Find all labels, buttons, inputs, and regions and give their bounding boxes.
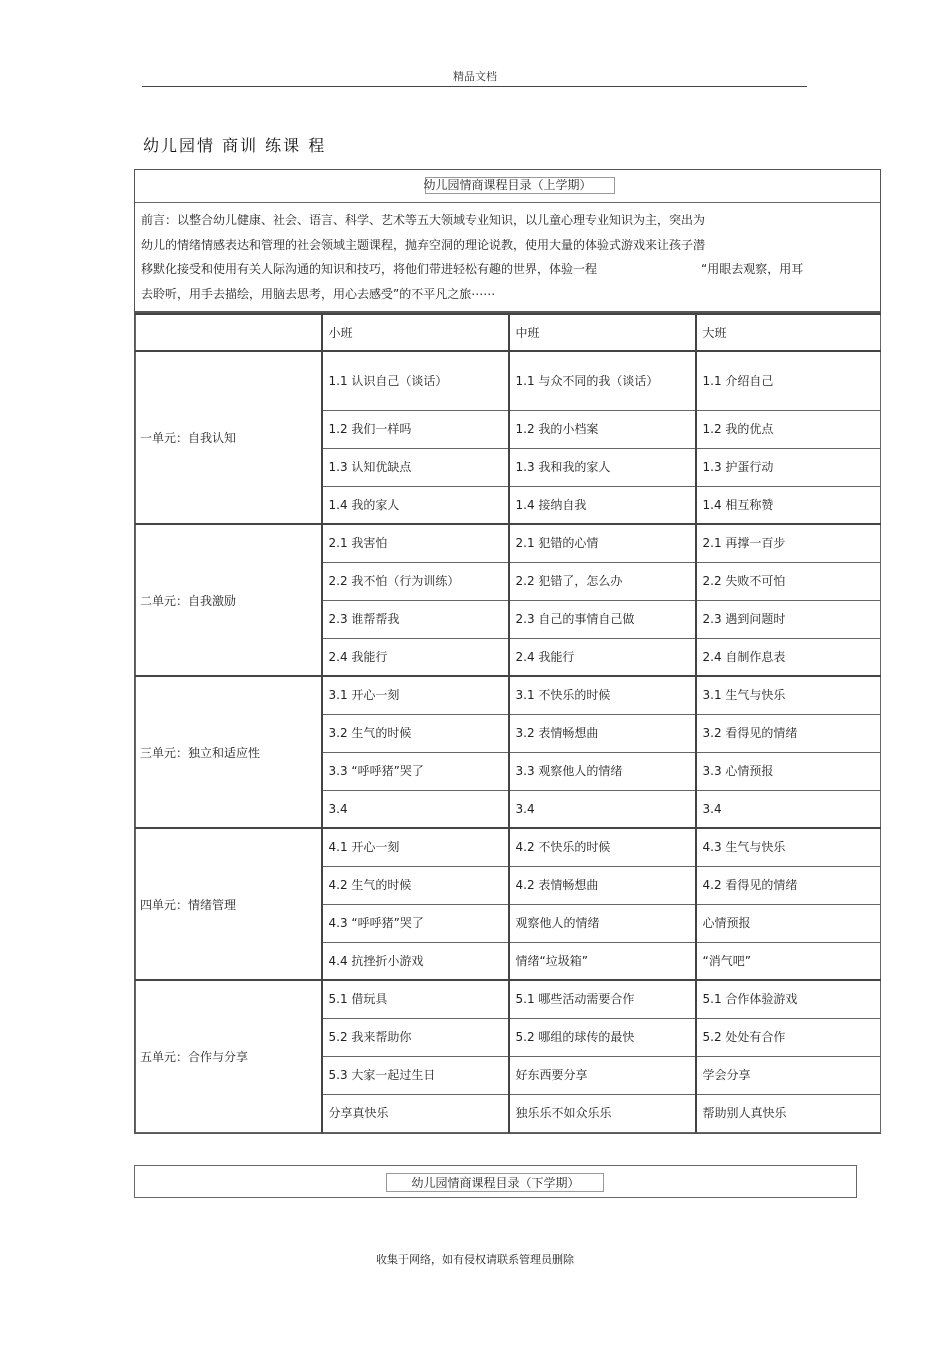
- lesson-text: 2.3 谁帮帮我: [328, 612, 400, 626]
- preface-line: 去聆听，用手去描绘，用脑去思考，用心去感受”的不平凡之旅⋯⋯: [141, 286, 496, 301]
- lesson-middle-class: [509, 828, 696, 866]
- lesson-text: 2.4 我能行: [328, 649, 388, 664]
- lesson-text: 分享真快乐: [328, 1106, 389, 1120]
- lesson-small-class: [322, 638, 509, 676]
- lesson-small-class: [322, 600, 509, 638]
- curriculum-table-second-term: [134, 1165, 857, 1198]
- column-header-blank: [136, 314, 322, 351]
- lesson-large-class: [696, 752, 881, 790]
- page-header-label: 精品文档: [453, 70, 497, 83]
- lesson-text: 3.2 生气的时候: [328, 726, 412, 740]
- lesson-large-class: [696, 524, 881, 562]
- lesson-text: “消气吧”: [702, 953, 751, 968]
- column-header-large-class: 大班: [696, 314, 881, 351]
- lesson-text: 5.1 合作体验游戏: [702, 992, 798, 1007]
- lesson-middle-class: [509, 1018, 696, 1056]
- lesson-large-class: [696, 600, 881, 638]
- lesson-text: 1.3 我和我的家人: [515, 460, 611, 474]
- table-row: [136, 828, 881, 866]
- lesson-text: 1.1 与众不同的我（谈话）: [515, 373, 659, 388]
- lesson-text: 3.4: [515, 801, 535, 816]
- lesson-middle-class: [509, 562, 696, 600]
- lesson-small-class: [322, 676, 509, 714]
- lesson-text: 2.4 自制作息表: [702, 649, 786, 664]
- unit-name: 五单元：合作与分享: [136, 980, 322, 1132]
- table-row: [136, 676, 881, 714]
- lesson-large-class: [696, 351, 881, 410]
- lesson-middle-class: [509, 752, 696, 790]
- lesson-text: 1.3 认知优缺点: [328, 460, 412, 474]
- lesson-text: 4.2 生气的时候: [328, 878, 412, 892]
- lesson-text: 3.2 看得见的情绪: [702, 726, 798, 740]
- lesson-large-class: [696, 714, 881, 752]
- preface-block: [135, 203, 880, 313]
- lesson-text: 1.4 相互称赞: [702, 497, 774, 512]
- lesson-middle-class: [509, 410, 696, 448]
- lesson-text: 5.3 大家一起过生日: [328, 1068, 436, 1082]
- lesson-text: 2.3 遇到问题时: [702, 612, 786, 626]
- preface-line: 幼儿的情绪情感表达和管理的社会领域主题课程，抛弃空洞的理论说教，使用大量的体验式游戏来让孩子潜: [141, 237, 706, 252]
- lesson-text: 学会分享: [702, 1068, 751, 1082]
- lesson-small-class: [322, 942, 509, 980]
- lesson-large-class: [696, 1056, 881, 1094]
- lesson-text: 3.1 生气与快乐: [702, 688, 786, 703]
- lesson-text: 4.3 “呼呼猪”哭了: [328, 916, 424, 930]
- lesson-text: 情绪“垃圾箱”: [515, 953, 588, 968]
- lesson-middle-class: [509, 638, 696, 676]
- lesson-small-class: [322, 486, 509, 524]
- lesson-middle-class: [509, 980, 696, 1018]
- lesson-small-class: [322, 790, 509, 828]
- table-caption: 幼儿园情商课程目录（上学期）: [423, 178, 592, 192]
- lesson-large-class: [696, 676, 881, 714]
- lesson-middle-class: [509, 1056, 696, 1094]
- lesson-large-class: [696, 562, 881, 600]
- header-divider: [142, 86, 807, 87]
- lesson-text: 1.1 介绍自己: [702, 373, 774, 388]
- lesson-large-class: [696, 866, 881, 904]
- table-row: [136, 351, 881, 410]
- lesson-large-class: [696, 828, 881, 866]
- unit-name: 二单元：自我激励: [136, 524, 322, 676]
- lesson-text: 3.3 观察他人的情绪: [515, 764, 623, 778]
- lesson-text: 2.2 我不怕（行为训练）: [328, 574, 460, 588]
- lesson-text: 4.2 看得见的情绪: [702, 878, 798, 892]
- lesson-small-class: [322, 448, 509, 486]
- lesson-text: 2.3 自己的事情自己做: [515, 612, 635, 626]
- lesson-middle-class: [509, 524, 696, 562]
- lesson-large-class: [696, 904, 881, 942]
- lesson-middle-class: [509, 676, 696, 714]
- lesson-small-class: [322, 410, 509, 448]
- lesson-large-class: [696, 980, 881, 1018]
- lesson-middle-class: [509, 866, 696, 904]
- lesson-small-class: [322, 524, 509, 562]
- lesson-middle-class: [509, 486, 696, 524]
- lesson-middle-class: [509, 351, 696, 410]
- lesson-text: 帮助别人真快乐: [702, 1106, 787, 1120]
- lesson-text: 3.4: [702, 801, 722, 816]
- lesson-text: 4.1 开心一刻: [328, 840, 400, 855]
- curriculum-table-first-term: [134, 169, 881, 1134]
- preface-line-part: “用眼去观察，用耳: [701, 262, 804, 276]
- unit-name: 四单元：情绪管理: [136, 828, 322, 980]
- lesson-small-class: [322, 714, 509, 752]
- lesson-text: 3.4: [328, 801, 348, 816]
- lesson-small-class: [322, 866, 509, 904]
- lesson-small-class: [322, 904, 509, 942]
- lesson-text: 1.2 我们一样吗: [328, 422, 412, 436]
- page-footer: 收集于网络，如有侵权请联系管理员删除: [376, 1253, 574, 1266]
- lesson-text: 1.3 护蛋行动: [702, 460, 774, 474]
- lesson-middle-class: [509, 904, 696, 942]
- preface-line: [141, 257, 872, 282]
- lesson-large-class: [696, 942, 881, 980]
- table-row: [136, 524, 881, 562]
- lesson-text: 3.1 开心一刻: [328, 688, 400, 703]
- lesson-text: 3.2 表情畅想曲: [515, 726, 599, 740]
- lesson-small-class: [322, 1056, 509, 1094]
- lesson-text: 独乐乐不如众乐乐: [515, 1106, 612, 1120]
- lesson-text: 5.2 处处有合作: [702, 1030, 786, 1044]
- lesson-text: 3.3 “呼呼猪”哭了: [328, 764, 424, 778]
- lesson-small-class: [322, 752, 509, 790]
- page-title: 幼儿园情 商训 练课 程: [143, 136, 327, 155]
- course-grid: [135, 313, 881, 1133]
- lesson-small-class: [322, 1094, 509, 1132]
- lesson-small-class: [322, 1018, 509, 1056]
- column-header-middle-class: 中班: [509, 314, 696, 351]
- lesson-text: 4.2 表情畅想曲: [515, 878, 599, 892]
- lesson-text: 3.3 心情预报: [702, 764, 774, 778]
- lesson-text: 1.2 我的优点: [702, 422, 774, 436]
- lesson-small-class: [322, 351, 509, 410]
- lesson-middle-class: [509, 600, 696, 638]
- lesson-middle-class: [509, 448, 696, 486]
- column-header-small-class: 小班: [322, 314, 509, 351]
- column-header-row: [136, 314, 881, 351]
- lesson-large-class: [696, 1018, 881, 1056]
- lesson-text: 心情预报: [702, 916, 751, 930]
- lesson-large-class: [696, 410, 881, 448]
- lesson-text: 2.1 再撑一百步: [702, 536, 786, 551]
- preface-line-part: 移默化接受和使用有关人际沟通的知识和技巧，将他们带进轻松有趣的世界，体验一程: [141, 262, 598, 276]
- lesson-small-class: [322, 980, 509, 1018]
- table-caption: 幼儿园情商课程目录（下学期）: [411, 1176, 580, 1190]
- table-row: [136, 980, 881, 1018]
- lesson-text: 4.2 不快乐的时候: [515, 840, 611, 855]
- lesson-small-class: [322, 562, 509, 600]
- lesson-large-class: [696, 1094, 881, 1132]
- lesson-text: 5.2 我来帮助你: [328, 1030, 412, 1044]
- lesson-text: 1.2 我的小档案: [515, 422, 599, 436]
- lesson-small-class: [322, 828, 509, 866]
- lesson-middle-class: [509, 1094, 696, 1132]
- lesson-middle-class: [509, 714, 696, 752]
- lesson-large-class: [696, 486, 881, 524]
- lesson-large-class: [696, 790, 881, 828]
- lesson-large-class: [696, 638, 881, 676]
- lesson-text: 2.1 我害怕: [328, 536, 388, 551]
- lesson-text: 5.1 哪些活动需要合作: [515, 992, 635, 1007]
- lesson-text: 3.1 不快乐的时候: [515, 688, 611, 703]
- lesson-text: 4.4 抗挫折小游戏: [328, 953, 424, 968]
- lesson-text: 5.1 借玩具: [328, 992, 388, 1007]
- table-caption-row: [135, 170, 880, 203]
- lesson-middle-class: [509, 942, 696, 980]
- preface-line: 前言：以整合幼儿健康、社会、语言、科学、艺术等五大领域专业知识，以儿童心理专业知识为主，突出为: [141, 213, 706, 227]
- lesson-text: 5.2 哪组的球传的最快: [515, 1030, 635, 1044]
- lesson-text: 2.2 失败不可怕: [702, 574, 786, 588]
- lesson-text: 1.4 接纳自我: [515, 497, 587, 512]
- lesson-text: 2.1 犯错的心情: [515, 536, 599, 551]
- lesson-large-class: [696, 448, 881, 486]
- unit-name: 一单元：自我认知: [136, 351, 322, 524]
- lesson-text: 2.2 犯错了，怎么办: [515, 574, 623, 588]
- lesson-text: 2.4 我能行: [515, 649, 575, 664]
- lesson-text: 4.3 生气与快乐: [702, 840, 786, 855]
- unit-name: 三单元：独立和适应性: [136, 676, 322, 828]
- lesson-text: 1.4 我的家人: [328, 497, 400, 512]
- lesson-middle-class: [509, 790, 696, 828]
- lesson-text: 观察他人的情绪: [515, 916, 600, 930]
- lesson-text: 1.1 认识自己（谈话）: [328, 373, 448, 388]
- lesson-text: 好东西要分享: [515, 1068, 588, 1082]
